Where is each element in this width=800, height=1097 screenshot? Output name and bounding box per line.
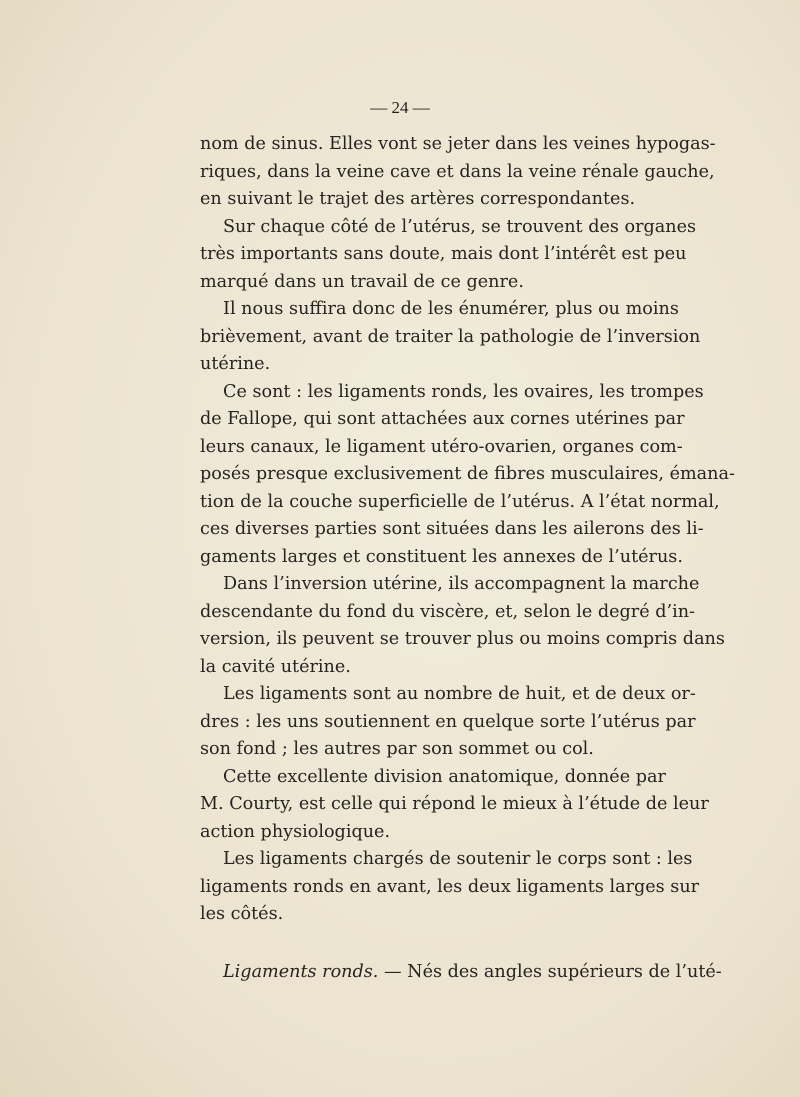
text-line: les côtés.: [200, 904, 284, 924]
text-line: tion de la couche superficielle de l’utérus. A l’état normal,: [200, 491, 720, 512]
paragraph: [200, 681, 696, 764]
text-line: version, ils peuvent se trouver plus ou moins compris dans: [200, 629, 725, 649]
text-line: Les ligaments sont au nombre de huit, et de deux or-: [223, 684, 696, 704]
text-line: action physiologique.: [200, 821, 391, 842]
body-text: [200, 131, 735, 986]
text-line: M. Courty, est celle qui répond le mieux à l’étude de leur: [200, 794, 709, 814]
page-number: — 24 —: [370, 98, 430, 117]
text-line: ces diverses parties sont situées dans les ailerons des li-: [200, 519, 704, 539]
paragraph: [200, 571, 725, 681]
text-line: leurs canaux, le ligament utéro-ovarien, organes com-: [200, 436, 683, 457]
text-line: Dans l’inversion utérine, ils accompagnent la marche: [223, 574, 700, 594]
section-heading: Ligaments ronds.: [223, 961, 379, 982]
paragraph: [200, 846, 700, 929]
section-text: — Nés des angles supérieurs de l’uté-: [378, 961, 722, 982]
text-line: descendante du fond du viscère, et, selon le degré d’in-: [200, 601, 695, 622]
paragraph: [200, 296, 701, 379]
text-line: Sur chaque côté de l’utérus, se trouvent des organes: [223, 216, 697, 237]
text-line: marqué dans un travail de ce genre.: [200, 271, 524, 292]
text-line: gaments larges et constituent les annexes de l’utérus.: [200, 546, 683, 567]
text-line: son fond ; les autres par son sommet ou col.: [200, 739, 594, 759]
text-line: posés presque exclusivement de fibres musculaires, émana-: [200, 464, 735, 484]
text-line: en suivant le trajet des artères correspondantes.: [200, 189, 636, 209]
text-line: de Fallope, qui sont attachées aux cornes utérines par: [200, 409, 685, 429]
text-line: riques, dans la veine cave et dans la veine rénale gauche,: [200, 161, 715, 182]
section-paragraph: [200, 959, 722, 987]
text-line: Il nous suffira donc de les énumérer, plus ou moins: [223, 299, 679, 319]
text-line: dres : les uns soutiennent en quelque sorte l’utérus par: [200, 711, 696, 732]
text-line: Ce sont : les ligaments ronds, les ovaires, les trompes: [223, 381, 704, 402]
text-line: nom de sinus. Elles vont se jeter dans les veines hypogas-: [200, 134, 716, 154]
text-line: ligaments ronds en avant, les deux ligaments larges sur: [200, 876, 700, 897]
text-line: brièvement, avant de traiter la pathologie de l’inversion: [200, 326, 701, 347]
paragraph: [200, 214, 697, 297]
text-line: Cette excellente division anatomique, donnée par: [223, 766, 666, 787]
text-line: très importants sans doute, mais dont l’intérêt est peu: [200, 244, 687, 264]
text-line: la cavité utérine.: [200, 656, 351, 677]
text-line: Les ligaments chargés de soutenir le corps sont : les: [223, 849, 693, 869]
text-line: utérine.: [200, 354, 271, 374]
paragraph: [200, 764, 709, 847]
paragraph: [200, 379, 735, 572]
paragraph: [200, 131, 716, 214]
text-line: [200, 959, 722, 987]
